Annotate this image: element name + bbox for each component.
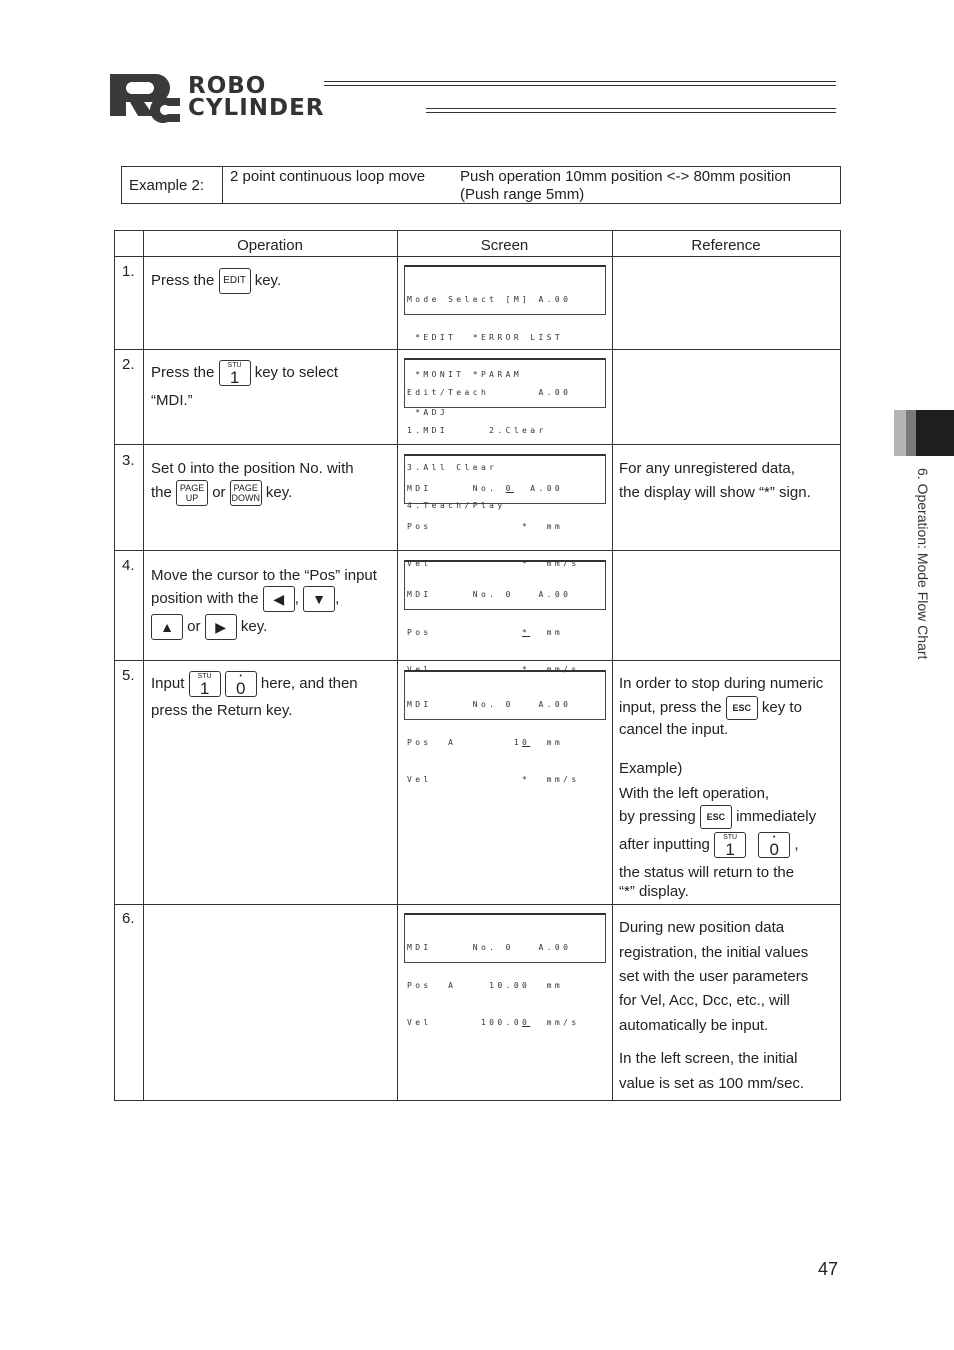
numeric-1-key-icon: STU 1 bbox=[189, 671, 221, 697]
lcd-screen: Mode Select [M] A.00 *EDIT *ERROR LIST *MONIT *PARAM *ADJ bbox=[404, 265, 606, 315]
header-operation: Operation bbox=[237, 237, 303, 254]
reference-text: the status will return to the bbox=[619, 864, 795, 881]
page-down-key-icon: PAGE DOWN bbox=[230, 480, 262, 506]
lcd-screen: MDI No. 0 A.00 Pos A 10.00 mm Vel 100.00 mm/s bbox=[404, 913, 606, 963]
example-label: Example 2: bbox=[122, 167, 223, 204]
example-description: Push operation 10mm position <-> 80mm position (Push range 5mm) bbox=[460, 168, 792, 203]
operation-table bbox=[114, 230, 841, 1101]
header-rule bbox=[324, 81, 836, 82]
reference-text: automatically be input. bbox=[619, 1017, 769, 1034]
rc-logo-icon bbox=[108, 72, 182, 124]
numeric-1-key-icon: STU 1 bbox=[714, 832, 746, 858]
operation-text: the PAGE UP or PAGE DOWN key. bbox=[151, 480, 292, 506]
numeric-0-key-icon: • 0 bbox=[225, 671, 257, 697]
operation-text: Move the cursor to the “Pos” input bbox=[151, 567, 377, 584]
operation-text: press the Return key. bbox=[151, 702, 293, 719]
header-screen: Screen bbox=[480, 237, 529, 254]
column-divider bbox=[612, 231, 613, 1100]
header-rule bbox=[426, 108, 836, 109]
reference-text: value is set as 100 mm/sec. bbox=[619, 1075, 805, 1092]
reference-text: “*” display. bbox=[619, 883, 689, 900]
header-rule bbox=[324, 85, 836, 86]
reference-text: Example) bbox=[619, 760, 683, 777]
reference-text: In order to stop during numeric bbox=[619, 675, 824, 692]
operation-text: Press the EDIT key. bbox=[151, 268, 281, 294]
step-number: 5. bbox=[122, 667, 135, 684]
operation-text: Set 0 into the position No. with bbox=[151, 460, 354, 477]
edit-key-icon: EDIT bbox=[219, 268, 251, 294]
side-tab-marker bbox=[894, 410, 906, 456]
operation-text: Press the STU 1 key to select bbox=[151, 362, 339, 387]
numeric-0-key-icon: • 0 bbox=[758, 832, 790, 858]
row-divider bbox=[115, 904, 840, 905]
reference-text: In the left screen, the initial bbox=[619, 1050, 798, 1067]
logo-text-robo: ROBO bbox=[188, 73, 267, 99]
header-logo bbox=[108, 72, 848, 128]
operation-text: position with the ◀ , ▼ , bbox=[151, 586, 339, 612]
logo-text-cylinder: CYLINDER bbox=[188, 95, 325, 121]
left-arrow-key-icon: ◀ bbox=[263, 586, 295, 612]
step-number: 3. bbox=[122, 452, 135, 469]
lcd-screen: MDI No. 0 A.00 Pos A 10 mm Vel * mm/s bbox=[404, 670, 606, 720]
reference-text: the display will show “*” sign. bbox=[619, 484, 811, 501]
example-title: 2 point continuous loop move bbox=[230, 168, 426, 185]
side-tab-marker bbox=[916, 410, 954, 456]
reference-text: by pressing ESC immediately bbox=[619, 805, 816, 829]
reference-text: set with the user parameters bbox=[619, 968, 809, 985]
side-tab-marker bbox=[906, 410, 916, 456]
lcd-screen: MDI No. 0 A.00 Pos * mm Vel * mm/s bbox=[404, 560, 606, 610]
step-number: 6. bbox=[122, 910, 135, 927]
operation-text: Input STU 1 • 0 here, and then bbox=[151, 673, 358, 698]
column-divider bbox=[143, 231, 144, 1100]
reference-text: For any unregistered data, bbox=[619, 460, 795, 477]
row-divider bbox=[115, 256, 840, 257]
reference-text: for Vel, Acc, Dcc, etc., will bbox=[619, 992, 790, 1009]
step-number: 2. bbox=[122, 356, 135, 373]
right-arrow-key-icon: ▶ bbox=[205, 614, 237, 640]
operation-text: “MDI.” bbox=[151, 392, 193, 409]
up-arrow-key-icon: ▲ bbox=[151, 614, 183, 640]
reference-text: input, press the ESC key to bbox=[619, 696, 802, 720]
example-box bbox=[121, 166, 841, 204]
reference-text: During new position data bbox=[619, 919, 785, 936]
down-arrow-key-icon: ▼ bbox=[303, 586, 335, 612]
operation-text: ▲ or ▶ key. bbox=[151, 614, 267, 640]
page-up-key-icon: PAGE UP bbox=[176, 480, 208, 506]
page-number: 47 bbox=[818, 1259, 839, 1279]
lcd-screen: MDI No. 0 A.00 Pos * mm Vel * mm/s bbox=[404, 454, 606, 504]
header-rule bbox=[426, 112, 836, 113]
numeric-1-key-icon: STU 1 bbox=[219, 360, 251, 386]
column-divider bbox=[397, 231, 398, 1100]
header-reference: Reference bbox=[691, 237, 761, 254]
esc-key-icon: ESC bbox=[700, 805, 732, 829]
reference-text: cancel the input. bbox=[619, 721, 729, 738]
lcd-screen: Edit/Teach A.00 1.MDI 2.Clear 3.All Clear 4.Teach/Play bbox=[404, 358, 606, 408]
side-tab-label: 6. Operation: Mode Flow Chart bbox=[915, 468, 931, 660]
step-number: 1. bbox=[122, 263, 135, 280]
step-number: 4. bbox=[122, 557, 135, 574]
esc-key-icon: ESC bbox=[726, 696, 758, 720]
reference-text: registration, the initial values bbox=[619, 944, 809, 961]
reference-text: after inputting STU 1 • 0 , bbox=[619, 834, 799, 859]
reference-text: With the left operation, bbox=[619, 785, 770, 802]
